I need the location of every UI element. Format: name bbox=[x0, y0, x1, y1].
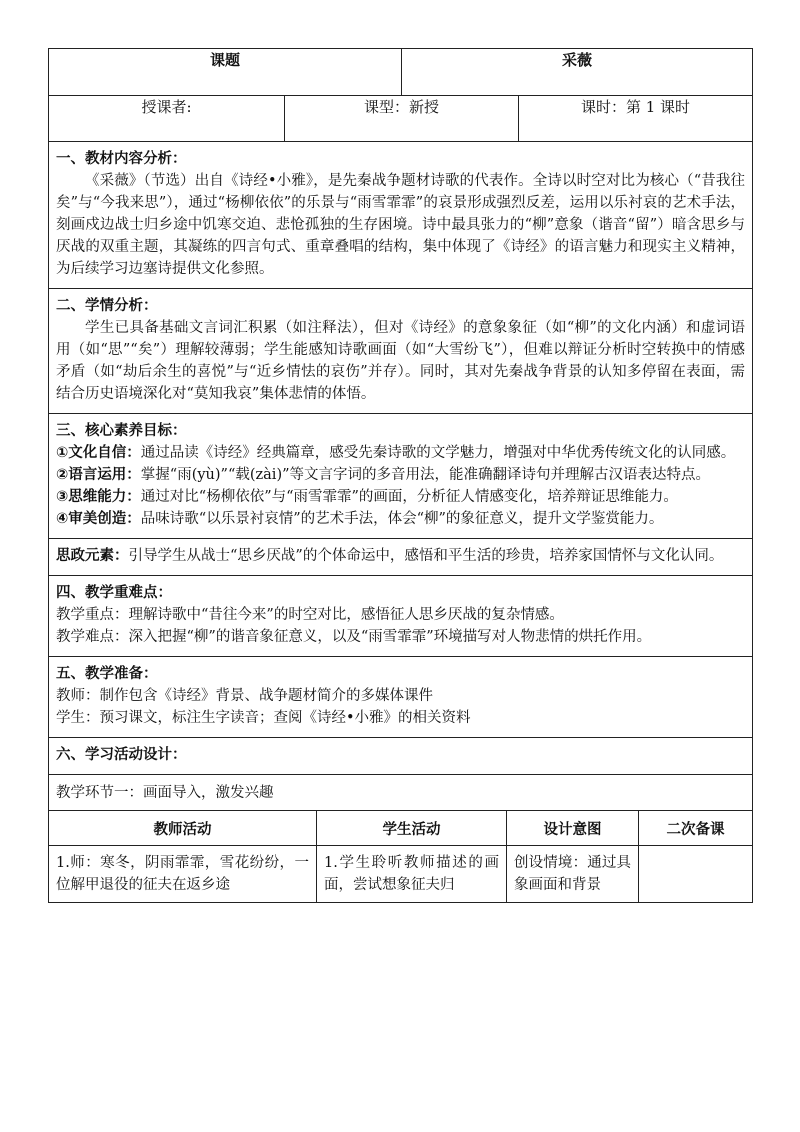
lesson-type-cell: 课型：新授 bbox=[285, 96, 519, 142]
goal-text: 通过品读《诗经》经典篇章，感受先秦诗歌的文学魅力，增强对中华优秀传统文化的认同感。 bbox=[140, 445, 736, 461]
teacher-activity-cell: 1.师：寒冬，阴雨霏霏，雪花纷纷，一位解甲退役的征夫在返乡途 bbox=[49, 846, 317, 903]
second-prep-cell bbox=[639, 846, 753, 903]
ideology-text: 引导学生从战士“思乡厌战”的个体命运中，感悟和平生活的珍贵，培养家国情怀与文化认同。 bbox=[128, 548, 724, 564]
goal-item bbox=[56, 464, 745, 486]
goal-label: ②语言运用： bbox=[56, 467, 141, 483]
section-body: 《采薇》（节选）出自《诗经•小雅》，是先秦战争题材诗歌的代表作。全诗以时空对比为核心（“昔我往矣”与“今我来思”），通过“杨柳依依”的乐景与“雨雪霏霏”的哀景形成强烈反差，运用以乐衬哀的艺术手法，刻画戍边战士归乡途中饥寒交迫、悲怆孤独的生存困境。诗中最具张力的“柳”意象（谐音“留”）暗含思乡与厌战的双重主题，其凝练的四言句式、重章叠唱的结构，集中体现了《诗经》的语言魅力和现实主义精神，为后续学习边塞诗提供文化参照。 bbox=[56, 173, 746, 277]
goal-label: ④审美创造： bbox=[56, 511, 141, 527]
header-teacher-activity: 教师活动 bbox=[49, 811, 317, 846]
topic-value: 采薇 bbox=[402, 49, 753, 96]
section-title: 三、核心素养目标： bbox=[56, 423, 187, 439]
section-title: 六、学习活动设计： bbox=[56, 747, 187, 763]
section-title: 四、教学重难点： bbox=[56, 585, 172, 601]
lesson-plan-table bbox=[48, 48, 753, 811]
header-design-intent: 设计意图 bbox=[507, 811, 639, 846]
topic-label: 课题 bbox=[49, 49, 402, 96]
goal-text: 通过对比“杨柳依依”与“雨雪霏霏”的画面，分析征人情感变化，培养辩证思维能力。 bbox=[140, 489, 678, 505]
section-title: 一、教材内容分析： bbox=[56, 151, 187, 167]
key-point: 教学重点：理解诗歌中“昔往今来”的时空对比，感悟征人思乡厌战的复杂情感。 bbox=[56, 607, 564, 623]
goal-text: 品味诗歌“以乐景衬哀情”的艺术手法，体会“柳”的象征意义，提升文学鉴赏能力。 bbox=[140, 511, 664, 527]
header-second-prep: 二次备课 bbox=[639, 811, 753, 846]
goal-item bbox=[56, 442, 745, 464]
teacher-prep: 教师：制作包含《诗经》背景、战争题材简介的多媒体课件 bbox=[56, 688, 433, 704]
stage-row bbox=[49, 775, 753, 811]
section-title: 五、教学准备： bbox=[56, 666, 158, 682]
difficult-point: 教学难点：深入把握“柳”的谐音象征意义，以及“雨雪霏霏”环境描写对人物悲情的烘托作用。 bbox=[56, 629, 652, 645]
stage-title: 教学环节一：画面导入，激发兴趣 bbox=[49, 775, 753, 811]
section-activity-design bbox=[49, 738, 753, 775]
goal-label: ①文化自信： bbox=[56, 445, 141, 461]
lesson-time-cell: 课时：第 1 课时 bbox=[519, 96, 753, 142]
goal-item bbox=[56, 508, 745, 530]
design-intent-cell: 创设情境：通过具象画面和背景 bbox=[507, 846, 639, 903]
section-title: 二、学情分析： bbox=[56, 298, 158, 314]
section-ideology bbox=[49, 539, 753, 576]
header-student-activity: 学生活动 bbox=[317, 811, 507, 846]
goal-item bbox=[56, 486, 745, 508]
section-student-analysis bbox=[49, 289, 753, 414]
section-body: 学生已具备基础文言词汇积累（如注释法），但对《诗经》的意象象征（如“柳”的文化内涵）和虚词语用（如“思”“矣”）理解较薄弱；学生能感知诗歌画面（如“大雪纷飞”），但难以辩证分析时空转换中的情感矛盾（如“劫后余生的喜悦”与“近乡情怯的哀伤”并存）。同时，其对先秦战争背景的认知多停留在表面，需结合历史语境深化对“莫知我哀”集体悲情的体悟。 bbox=[56, 320, 746, 402]
student-activity-cell: 1.学生聆听教师描述的画面，尝试想象征夫归 bbox=[317, 846, 507, 903]
section-core-goals bbox=[49, 414, 753, 539]
activity-table bbox=[48, 811, 753, 903]
section-preparation bbox=[49, 657, 753, 738]
table-row bbox=[49, 846, 753, 903]
section-textbook-analysis bbox=[49, 142, 753, 289]
ideology-label: 思政元素： bbox=[56, 548, 129, 564]
student-prep: 学生：预习课文，标注生字读音；查阅《诗经•小雅》的相关资料 bbox=[56, 710, 471, 726]
lesson-plan bbox=[48, 48, 752, 903]
goal-label: ③思维能力： bbox=[56, 489, 141, 505]
topic-row bbox=[49, 49, 753, 96]
activity-header-row bbox=[49, 811, 753, 846]
section-key-difficult bbox=[49, 576, 753, 657]
info-row bbox=[49, 96, 753, 142]
goal-text: 掌握“雨(yù)”“载(zài)”等文言字词的多音用法，能准确翻译诗句并理解古汉语表达特点。 bbox=[140, 467, 711, 483]
teacher-cell: 授课者: bbox=[49, 96, 285, 142]
